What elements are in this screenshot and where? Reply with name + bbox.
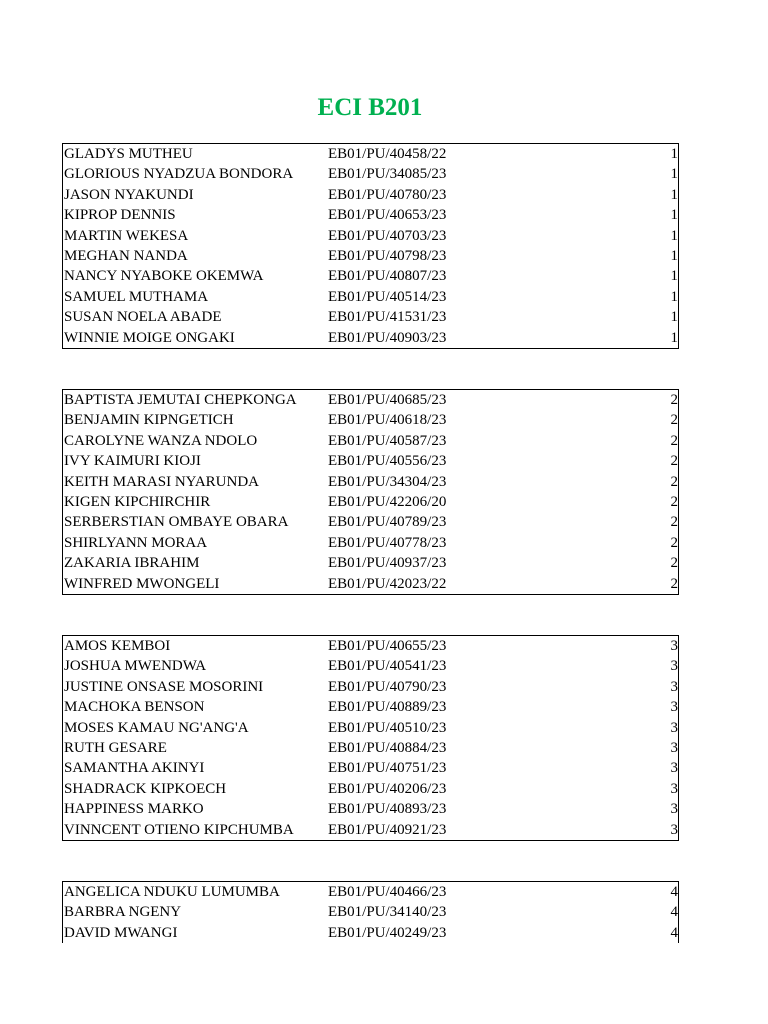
registration-number: EB01/PU/40618/23: [328, 412, 447, 429]
registration-number: EB01/PU/40778/23: [328, 534, 447, 551]
group-number: 2: [670, 534, 678, 551]
registration-number: EB01/PU/40789/23: [328, 514, 447, 531]
group-number: 2: [670, 473, 678, 490]
group-number: 2: [670, 555, 678, 572]
table-row: [63, 390, 678, 410]
student-name: JUSTINE ONSASE MOSORINI: [64, 678, 264, 695]
group-number: 3: [670, 699, 678, 716]
registration-number: EB01/PU/34304/23: [328, 473, 447, 490]
registration-number: EB01/PU/40889/23: [328, 699, 447, 716]
student-name: BARBRA NGENY: [64, 904, 182, 921]
student-name: MACHOKA BENSON: [64, 699, 205, 716]
registration-number: EB01/PU/40587/23: [328, 432, 447, 449]
student-name: BENJAMIN KIPNGETICH: [64, 412, 234, 429]
group-number: 1: [670, 146, 678, 162]
table-row: [63, 328, 678, 348]
table-row: [63, 902, 678, 922]
table-row: [63, 882, 678, 902]
group-number: 1: [670, 288, 678, 305]
registration-number: EB01/PU/40780/23: [328, 186, 447, 203]
registration-number: EB01/PU/40655/23: [328, 638, 447, 654]
student-name: GLADYS MUTHEU: [64, 146, 193, 162]
student-name: AMOS KEMBOI: [64, 638, 171, 654]
registration-number: EB01/PU/41531/23: [328, 309, 447, 326]
table-row: [63, 451, 678, 471]
student-name: VINNCENT OTIENO KIPCHUMBA: [64, 821, 294, 838]
student-name: SHADRACK KIPKOECH: [64, 780, 227, 797]
table-row: [63, 307, 678, 327]
registration-number: EB01/PU/40556/23: [328, 453, 447, 470]
registration-number: EB01/PU/40510/23: [328, 719, 447, 736]
table-row: [63, 533, 678, 553]
group-number: 1: [670, 227, 678, 244]
registration-number: EB01/PU/40790/23: [328, 678, 447, 695]
student-name: JOSHUA MWENDWA: [64, 658, 207, 675]
table-row: [63, 185, 678, 205]
group-number: 4: [670, 924, 678, 941]
group-number: 4: [670, 904, 678, 921]
registration-number: EB01/PU/40249/23: [328, 924, 447, 941]
registration-number: EB01/PU/40458/22: [328, 146, 447, 162]
group-number: 3: [670, 658, 678, 675]
group-number: 3: [670, 801, 678, 818]
table-row: [63, 923, 678, 943]
student-name: SHIRLYANN MORAA: [64, 534, 208, 551]
student-name: HAPPINESS MARKO: [64, 801, 204, 818]
table-row: [63, 799, 678, 819]
student-name: ZAKARIA IBRAHIM: [64, 555, 200, 572]
table-row: [63, 226, 678, 246]
student-name: SAMUEL MUTHAMA: [64, 288, 209, 305]
group-number: 1: [670, 309, 678, 326]
group-number: 2: [670, 493, 678, 510]
table-row: [63, 287, 678, 307]
registration-number: EB01/PU/40703/23: [328, 227, 447, 244]
group-number: 2: [670, 392, 678, 408]
group-number: 3: [670, 760, 678, 777]
table-row: [63, 472, 678, 492]
table-row: [63, 144, 678, 164]
registration-number: EB01/PU/40798/23: [328, 247, 447, 264]
student-name: ANGELICA NDUKU LUMUMBA: [64, 884, 280, 900]
table-row: [63, 492, 678, 512]
group-number: 1: [670, 268, 678, 285]
table-row: [63, 266, 678, 286]
registration-number: EB01/PU/40903/23: [328, 329, 447, 346]
student-name: SERBERSTIAN OMBAYE OBARA: [64, 514, 289, 531]
table-row: [63, 512, 678, 532]
student-name: NANCY NYABOKE OKEMWA: [64, 268, 264, 285]
table-row: [63, 410, 678, 430]
group-number: 1: [670, 166, 678, 183]
student-name: JASON NYAKUNDI: [64, 186, 194, 203]
student-name: CAROLYNE WANZA NDOLO: [64, 432, 258, 449]
table-row: [63, 246, 678, 266]
registration-number: EB01/PU/42023/22: [328, 575, 447, 592]
registration-number: EB01/PU/40807/23: [328, 268, 447, 285]
student-name: WINFRED MWONGELI: [64, 575, 220, 592]
table-row: [63, 779, 678, 799]
table-row: [63, 656, 678, 676]
registration-number: EB01/PU/40751/23: [328, 760, 447, 777]
registration-number: EB01/PU/40884/23: [328, 739, 447, 756]
registration-number: EB01/PU/40514/23: [328, 288, 447, 305]
group-number: 3: [670, 638, 678, 654]
group-number: 2: [670, 575, 678, 592]
student-name: MARTIN WEKESA: [64, 227, 189, 244]
student-name: IVY KAIMURI KIOJI: [64, 453, 201, 470]
student-name: MEGHAN NANDA: [64, 247, 188, 264]
student-name: SAMANTHA AKINYI: [64, 760, 205, 777]
student-name: RUTH GESARE: [64, 739, 167, 756]
registration-number: EB01/PU/40466/23: [328, 884, 447, 900]
group-table: [62, 389, 679, 595]
group-number: 1: [670, 207, 678, 224]
table-row: [63, 431, 678, 451]
group-number: 1: [670, 329, 678, 346]
student-name: KIPROP DENNIS: [64, 207, 176, 224]
group-number: 3: [670, 821, 678, 838]
group-number: 3: [670, 719, 678, 736]
student-name: SUSAN NOELA ABADE: [64, 309, 222, 326]
student-name: KIGEN KIPCHIRCHIR: [64, 493, 211, 510]
table-row: [63, 574, 678, 594]
registration-number: EB01/PU/40653/23: [328, 207, 447, 224]
registration-number: EB01/PU/34140/23: [328, 904, 447, 921]
group-number: 2: [670, 412, 678, 429]
registration-number: EB01/PU/40893/23: [328, 801, 447, 818]
group-number: 2: [670, 432, 678, 449]
group-table: [62, 635, 679, 841]
registration-number: EB01/PU/40685/23: [328, 392, 447, 408]
student-name: KEITH MARASI NYARUNDA: [64, 473, 259, 490]
table-row: [63, 738, 678, 758]
group-number: 3: [670, 678, 678, 695]
group-number: 2: [670, 514, 678, 531]
table-row: [63, 718, 678, 738]
group-number: 3: [670, 780, 678, 797]
group-table: [62, 143, 679, 349]
registration-number: EB01/PU/40921/23: [328, 821, 447, 838]
group-number: 2: [670, 453, 678, 470]
group-number: 4: [670, 884, 678, 900]
table-row: [63, 164, 678, 184]
table-row: [63, 553, 678, 573]
table-row: [63, 677, 678, 697]
table-row: [63, 697, 678, 717]
group-table: [62, 881, 679, 943]
group-number: 1: [670, 247, 678, 264]
student-name: GLORIOUS NYADZUA BONDORA: [64, 166, 294, 183]
table-row: [63, 205, 678, 225]
student-name: WINNIE MOIGE ONGAKI: [64, 329, 235, 346]
student-name: BAPTISTA JEMUTAI CHEPKONGA: [64, 392, 297, 408]
student-name: DAVID MWANGI: [64, 924, 178, 941]
registration-number: EB01/PU/40937/23: [328, 555, 447, 572]
table-row: [63, 636, 678, 656]
student-name: MOSES KAMAU NG'ANG'A: [64, 719, 249, 736]
group-number: 3: [670, 739, 678, 756]
registration-number: EB01/PU/40206/23: [328, 780, 447, 797]
table-row: [63, 758, 678, 778]
group-number: 1: [670, 186, 678, 203]
page-title: ECI B201: [317, 94, 423, 121]
registration-number: EB01/PU/34085/23: [328, 166, 447, 183]
registration-number: EB01/PU/42206/20: [328, 493, 447, 510]
registration-number: EB01/PU/40541/23: [328, 658, 447, 675]
table-row: [63, 820, 678, 840]
